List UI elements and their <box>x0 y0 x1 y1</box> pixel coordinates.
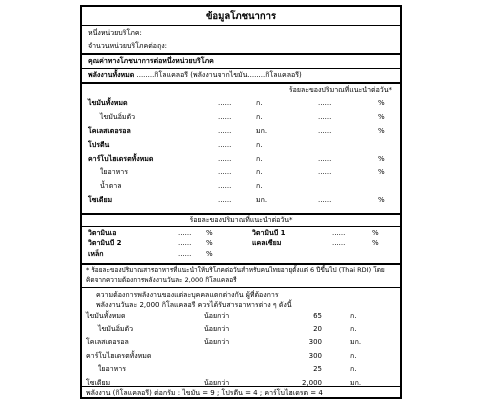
serving-size: หนึ่งหน่วยบริโภค: <box>88 29 142 37</box>
nutrient-daily-value: ...... <box>318 113 332 121</box>
limit-value: 300 <box>308 338 322 346</box>
divider <box>82 213 400 215</box>
limit-qualifier: น้อยกว่า <box>204 325 230 333</box>
energy-label: พลังงานทั้งหมด <box>88 71 135 79</box>
requirements-line-2: พลังงานวันละ 2,000 กิโลแคลอรี ควรได้รับสารอาหารต่าง ๆ ดังนี้ <box>96 301 292 309</box>
vitamin-name: วิตามินเอ <box>88 229 117 237</box>
nutrient-name: ใยอาหาร <box>100 168 128 176</box>
nutrient-daily-value: ...... <box>318 99 332 107</box>
divider <box>82 68 400 69</box>
per-serving-heading: คุณค่าทางโภชนาการต่อหนึ่งหน่วยบริโภค <box>88 57 214 65</box>
nutrient-name: โคเลสเตอรอล <box>88 127 131 135</box>
percent-sign: % <box>378 155 385 163</box>
nutrient-daily-value: ...... <box>318 127 332 135</box>
nutrient-unit: ก. <box>256 99 263 107</box>
nutrient-amount: ...... <box>218 141 232 149</box>
limit-value: 20 <box>313 325 322 333</box>
servings-per-container: จำนวนหน่วยบริโภคต่อถุง: <box>88 42 167 50</box>
limit-nutrient: โซเดียม <box>86 379 111 387</box>
limit-nutrient: ไขมันทั้งหมด <box>86 312 126 320</box>
nutrient-unit: มก. <box>256 127 268 135</box>
energy-text: ........กิโลแคลอรี (พลังงานจากไขมัน........กิโลแคลอรี) <box>136 71 302 79</box>
vitamin-name: วิตามินบี 2 <box>88 239 122 247</box>
limit-value: 300 <box>308 352 322 360</box>
divider <box>82 287 400 288</box>
energy-factors: พลังงาน (กิโลแคลอรี) ต่อกรัม : ไขมัน = 9 ; โปรตีน = 4 ; คาร์โบไฮเดรต = 4 <box>86 389 323 397</box>
percent-sign: % <box>206 229 213 237</box>
vitamin-name: วิตามินบี 1 <box>252 229 286 237</box>
nutrient-daily-value: ...... <box>318 155 332 163</box>
nutrient-name: โซเดียม <box>88 196 113 204</box>
nutrient-unit: ก. <box>256 113 263 121</box>
percent-sign: % <box>378 127 385 135</box>
limit-qualifier: น้อยกว่า <box>204 379 230 387</box>
divider <box>82 53 400 55</box>
percent-sign: % <box>378 196 385 204</box>
daily-value-header: ร้อยละของปริมาณที่แนะนำต่อวัน* <box>288 86 392 94</box>
nutrient-unit: มก. <box>256 196 268 204</box>
nutrient-name: ไขมันทั้งหมด <box>88 99 128 107</box>
divider <box>82 263 400 265</box>
limit-qualifier: น้อยกว่า <box>204 312 230 320</box>
nutrient-daily-value: ...... <box>318 196 332 204</box>
vitamins-header: ร้อยละของปริมาณที่แนะนำต่อวัน* <box>189 216 293 224</box>
limit-nutrient: ใยอาหาร <box>98 365 126 373</box>
vitamin-dots: ...... <box>178 239 192 247</box>
limit-qualifier: น้อยกว่า <box>204 338 230 346</box>
requirements-line-1: ความต้องการพลังงานของแต่ละบุคคลแตกต่างกัน ผู้ที่ต้องการ <box>96 291 279 299</box>
limit-nutrient: ไขมันอิ่มตัว <box>98 325 133 333</box>
nutrient-amount: ...... <box>218 99 232 107</box>
limit-value: 2,000 <box>301 379 322 387</box>
nutrient-name: น้ำตาล <box>100 182 122 190</box>
nutrient-amount: ...... <box>218 182 232 190</box>
nutrient-amount: ...... <box>218 168 232 176</box>
limit-value: 65 <box>313 312 322 320</box>
nutrient-unit: ก. <box>256 168 263 176</box>
nutrient-unit: ก. <box>256 155 263 163</box>
divider <box>82 386 400 387</box>
divider <box>82 226 400 227</box>
percent-sign: % <box>378 168 385 176</box>
footnote-line-1: * ร้อยละของปริมาณสารอาหารที่แนะนำให้บริโภคต่อวันสำหรับคนไทยอายุตั้งแต่ 6 ปีขึ้นไป (Thai RDI) โดย <box>86 266 385 274</box>
vitamin-dots: ...... <box>178 250 192 258</box>
nutrition-facts-label <box>80 5 402 399</box>
limit-nutrient: คาร์โบไฮเดรตทั้งหมด <box>86 352 152 360</box>
divider <box>82 25 400 26</box>
nutrient-name: โปรตีน <box>88 141 110 149</box>
label-title: ข้อมูลโภชนาการ <box>205 11 277 22</box>
nutrient-name: ไขมันอิ่มตัว <box>100 113 135 121</box>
divider <box>82 82 400 84</box>
limit-unit: ก. <box>350 325 357 333</box>
nutrient-amount: ...... <box>218 155 232 163</box>
vitamin-dots: ...... <box>178 229 192 237</box>
nutrient-unit: ก. <box>256 141 263 149</box>
percent-sign: % <box>378 113 385 121</box>
vitamin-name: แคลเซียม <box>252 239 282 247</box>
limit-unit: มก. <box>350 338 362 346</box>
vitamin-name: เหล็ก <box>88 250 104 258</box>
percent-sign: % <box>206 250 213 258</box>
limit-unit: ก. <box>350 365 357 373</box>
energy-row <box>88 71 302 80</box>
percent-sign: % <box>378 99 385 107</box>
percent-sign: % <box>372 229 379 237</box>
limit-nutrient: โคเลสเตอรอล <box>86 338 129 346</box>
nutrient-name: คาร์โบไฮเดรตทั้งหมด <box>88 155 154 163</box>
vitamin-dots: ...... <box>332 239 346 247</box>
vitamin-dots: ...... <box>332 229 346 237</box>
percent-sign: % <box>206 239 213 247</box>
percent-sign: % <box>372 239 379 247</box>
nutrient-amount: ...... <box>218 113 232 121</box>
limit-unit: มก. <box>350 379 362 387</box>
limit-value: 25 <box>313 365 322 373</box>
footnote-line-2: คิดจากความต้องการพลังงานวันละ 2,000 กิโลแคลอรี <box>86 276 237 284</box>
limit-unit: ก. <box>350 312 357 320</box>
nutrient-unit: ก. <box>256 182 263 190</box>
nutrient-amount: ...... <box>218 196 232 204</box>
nutrient-daily-value: ...... <box>318 168 332 176</box>
nutrient-amount: ...... <box>218 127 232 135</box>
limit-unit: ก. <box>350 352 357 360</box>
